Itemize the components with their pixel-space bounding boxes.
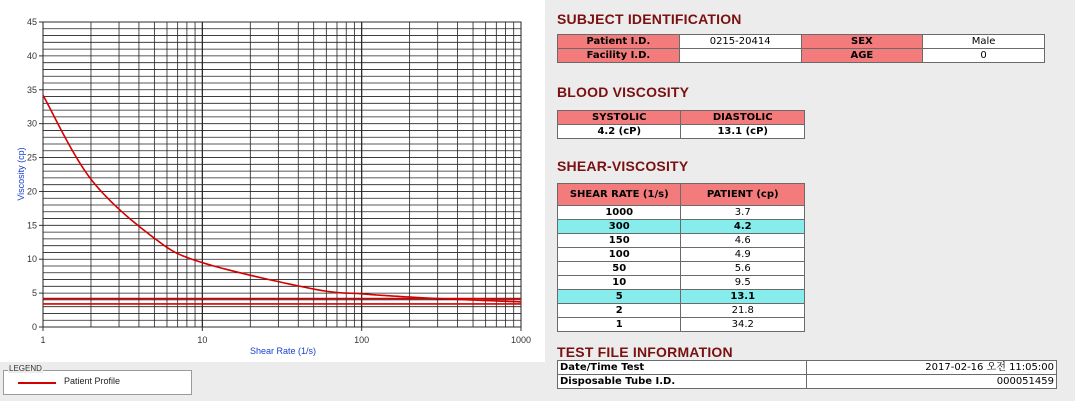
patient-cp-header: PATIENT (cp) (681, 184, 805, 206)
systolic-value: 4.2 (cP) (558, 125, 681, 139)
table-row (558, 304, 805, 318)
shear-section-title: SHEAR-VISCOSITY (557, 158, 689, 174)
viscosity-cell: 13.1 (681, 290, 805, 304)
tube-id-label: Disposable Tube I.D. (558, 375, 807, 389)
viscosity-cell: 4.2 (681, 220, 805, 234)
viscosity-cell: 9.5 (681, 276, 805, 290)
y-tick-label: 0 (31, 322, 37, 332)
subject-table (557, 34, 1045, 63)
age-value: 0 (923, 49, 1045, 63)
systolic-label: SYSTOLIC (558, 111, 681, 125)
legend-line-swatch (18, 382, 56, 384)
legend-label: Patient Profile (64, 376, 121, 386)
test-file-table (557, 360, 1057, 389)
y-tick-label: 15 (26, 220, 37, 231)
shear-viscosity-table (557, 183, 805, 332)
blood-viscosity-table (557, 110, 805, 139)
facility-id-value (679, 49, 801, 63)
facility-id-label: Facility I.D. (558, 49, 680, 63)
x-tick-label: 10 (197, 335, 208, 345)
viscosity-cell: 5.6 (681, 262, 805, 276)
x-tick-label: 1 (40, 335, 46, 345)
file-section-title: TEST FILE INFORMATION (557, 344, 733, 360)
x-tick-label: 100 (354, 335, 370, 345)
table-row (558, 206, 805, 220)
blood-section-title: BLOOD VISCOSITY (557, 84, 690, 100)
chart-svg (0, 0, 545, 362)
sex-label: SEX (801, 35, 923, 49)
x-axis-title: Shear Rate (1/s) (249, 346, 317, 356)
shear-rate-cell: 150 (558, 234, 681, 248)
y-tick-label: 30 (26, 118, 37, 129)
x-tick-label: 1000 (510, 335, 532, 345)
diastolic-value: 13.1 (cP) (681, 125, 805, 139)
shear-rate-cell: 300 (558, 220, 681, 234)
table-row (558, 318, 805, 332)
legend-title: LEGEND (9, 364, 42, 373)
table-row (558, 248, 805, 262)
viscosity-chart (0, 0, 545, 362)
sex-value: Male (923, 35, 1045, 49)
age-label: AGE (801, 49, 923, 63)
y-tick-label: 10 (26, 254, 37, 265)
date-time-value: 2017-02-16 오전 11:05:00 (807, 361, 1057, 375)
y-tick-label: 40 (26, 50, 37, 61)
y-tick-label: 45 (26, 17, 37, 27)
shear-rate-cell: 5 (558, 290, 681, 304)
y-tick-label: 20 (26, 186, 37, 197)
table-row-highlighted (558, 220, 805, 234)
legend-box (3, 364, 192, 395)
y-tick-label: 25 (26, 152, 37, 163)
shear-rate-cell: 10 (558, 276, 681, 290)
shear-rate-header: SHEAR RATE (1/s) (558, 184, 681, 206)
viscosity-cell: 3.7 (681, 206, 805, 220)
shear-rate-cell: 50 (558, 262, 681, 276)
shear-rate-cell: 1000 (558, 206, 681, 220)
patient-id-value: 0215-20414 (679, 35, 801, 49)
table-row (558, 234, 805, 248)
diastolic-label: DIASTOLIC (681, 111, 805, 125)
table-row-highlighted (558, 290, 805, 304)
patient-id-label: Patient I.D. (558, 35, 680, 49)
viscosity-cell: 21.8 (681, 304, 805, 318)
shear-rate-cell: 1 (558, 318, 681, 332)
y-tick-label: 35 (26, 84, 37, 95)
viscosity-cell: 4.9 (681, 248, 805, 262)
date-time-label: Date/Time Test (558, 361, 807, 375)
subject-section-title: SUBJECT IDENTIFICATION (557, 11, 742, 27)
plot-area (43, 22, 521, 327)
y-tick-label: 5 (31, 288, 37, 299)
table-row (558, 276, 805, 290)
shear-rate-cell: 100 (558, 248, 681, 262)
tube-id-value: 000051459 (807, 375, 1057, 389)
y-axis-title: Viscosity (cp) (16, 147, 26, 201)
shear-rate-cell: 2 (558, 304, 681, 318)
table-row (558, 262, 805, 276)
viscosity-cell: 4.6 (681, 234, 805, 248)
viscosity-cell: 34.2 (681, 318, 805, 332)
